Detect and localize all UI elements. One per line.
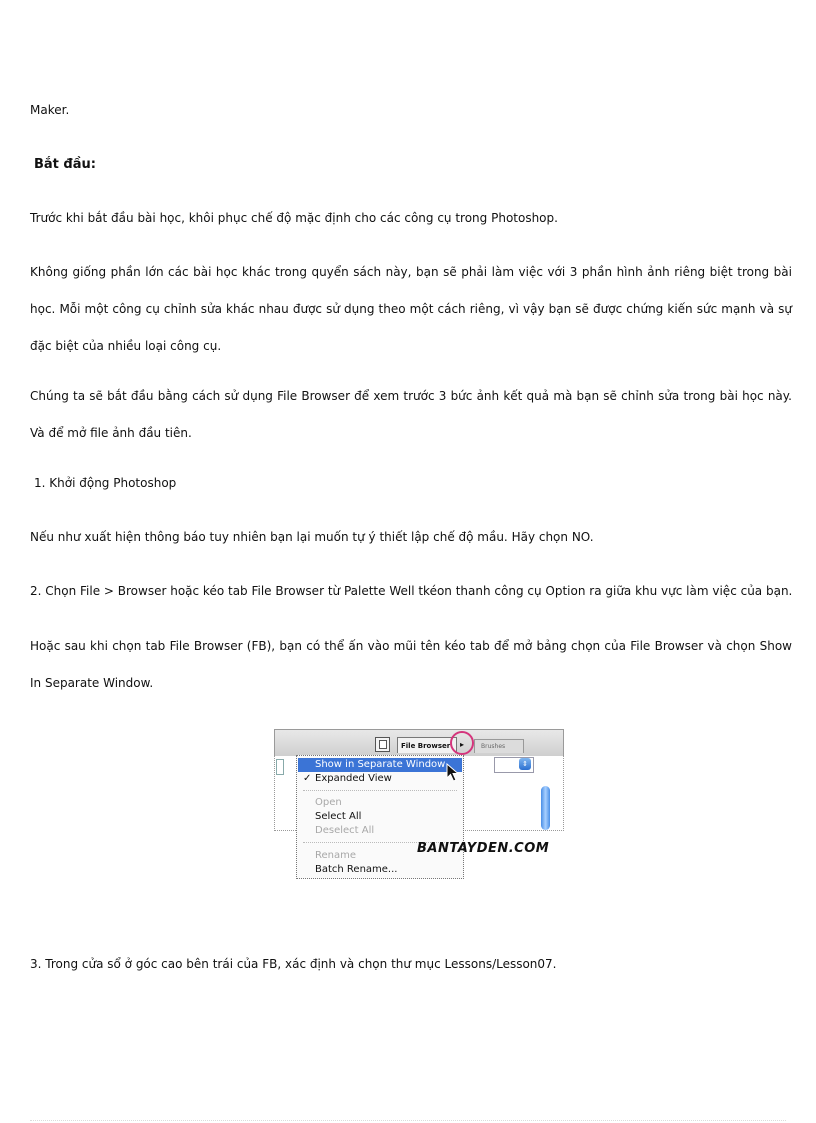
new-document-icon xyxy=(375,737,390,752)
menu-separator xyxy=(303,790,457,791)
watermark-logo: BANTAYDEN.COM xyxy=(417,841,550,856)
text-maker: Maker. xyxy=(30,103,70,117)
checkmark-icon: ✓ xyxy=(303,773,312,784)
step-2: 2. Chọn File > Browser hoặc kéo tab File Browser từ Palette Well tkéon thanh công cụ Option ra giữa khu vực làm việc của bạn. xyxy=(30,584,793,598)
menu-item-deselect-all[interactable] xyxy=(298,824,462,838)
menu-item-label: Show in Separate Window xyxy=(315,759,446,770)
tab-menu-arrow-icon[interactable]: ▸ xyxy=(460,740,465,749)
paragraph-intro: Không giống phần lớn các bài học khác trong quyển sách này, bạn sẽ phải làm việc với 3 phần hình ảnh riêng biệt trong bài học. Mỗi một công cụ chỉnh sửa khác nhau được sử dụng theo một cách riêng, vì vậy bạn sẽ được chứng kiến sức mạnh và sự đặc biệt của nhiều loại công cụ. xyxy=(30,265,792,353)
step-1: 1. Khởi động Photoshop xyxy=(34,476,177,490)
menu-item-select-all[interactable] xyxy=(298,810,462,824)
tab-file-browser[interactable]: File Browser xyxy=(397,737,457,753)
highlight-circle-icon xyxy=(450,731,474,755)
menu-item-label: Expanded View xyxy=(315,773,392,784)
paragraph-file-browser: Chúng ta sẽ bắt đầu bằng cách sử dụng File Browser để xem trước 3 bức ảnh kết quả mà bạn sẽ chỉnh sửa trong bài học này. Và để mở file ảnh đầu tiên. xyxy=(30,389,792,440)
file-browser-screenshot xyxy=(274,729,564,881)
scrollbar-thumb[interactable] xyxy=(541,786,550,830)
mouse-pointer-icon xyxy=(446,763,460,783)
paragraph-restore-defaults: Trước khi bắt đầu bài học, khôi phục chế độ mặc định cho các công cụ trong Photoshop. xyxy=(30,211,558,225)
menu-item-label: Batch Rename... xyxy=(315,864,398,875)
paragraph-notice: Nếu như xuất hiện thông báo tuy nhiên bạn lại muốn tự ý thiết lập chế độ mầu. Hãy chọn NO. xyxy=(30,530,594,544)
combo-arrows-icon[interactable]: ⇕ xyxy=(519,758,531,770)
menu-item-show-in-separate-window[interactable] xyxy=(298,758,462,772)
paragraph-alternative: Hoặc sau khi chọn tab File Browser (FB), bạn có thể ấn vào mũi tên kéo tab để mở bảng chọn của File Browser và chọn Show In Separate Window. xyxy=(30,639,792,690)
menu-item-batch-rename[interactable] xyxy=(298,863,462,877)
tab-brushes[interactable]: Brushes xyxy=(474,739,524,753)
section-heading: Bắt đầu: xyxy=(34,157,96,172)
folder-field xyxy=(276,759,284,775)
menu-item-label: Rename xyxy=(315,850,357,861)
menu-item-label: Open xyxy=(315,797,342,808)
step-3: 3. Trong cửa sổ ở góc cao bên trái của FB, xác định và chọn thư mục Lessons/Lesson07. xyxy=(30,957,557,971)
file-browser-menu xyxy=(296,755,464,879)
menu-item-open[interactable] xyxy=(298,796,462,810)
menu-item-label: Deselect All xyxy=(315,825,375,836)
menu-item-expanded-view[interactable] xyxy=(298,772,462,786)
page-edge-divider xyxy=(30,1120,786,1121)
menu-item-label: Select All xyxy=(315,811,362,822)
